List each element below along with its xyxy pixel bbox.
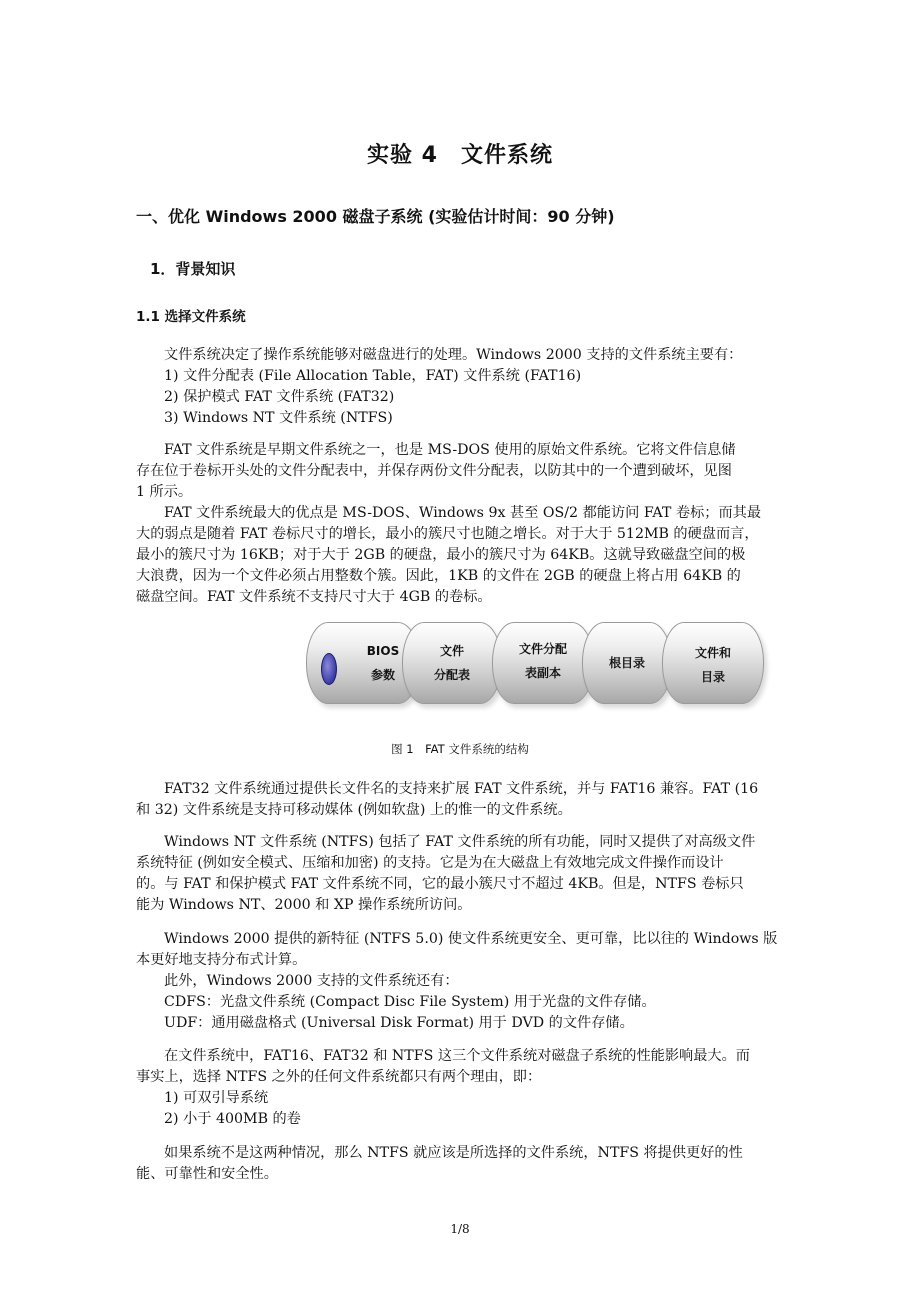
paragraph-line: 本更好地支持分布式计算。 — [136, 952, 307, 968]
segment-label: 表副本 — [524, 666, 561, 680]
subsection-heading: 1．背景知识 — [150, 260, 236, 278]
files-dirs-segment — [662, 622, 764, 704]
fat-copy-segment — [492, 622, 594, 704]
paragraph-line: CDFS：光盘文件系统 (Compact Disc File System) 用于光盘的文件存储。 — [164, 994, 656, 1010]
paragraph-line: 系统特征 (例如安全模式、压缩和加密) 的支持。它是为在大磁盘上有效地完成文件操作而设计 — [136, 855, 724, 871]
paragraph-line: 最小的簇尺寸为 16KB；对于大于 2GB 的硬盘，最小的簇尺寸为 64KB。这就导致磁盘空间的极 — [136, 547, 746, 563]
paragraph-line: 能为 Windows NT、2000 和 XP 操作系统所访问。 — [136, 897, 472, 913]
list-item: 1) 可双引导系统 — [164, 1090, 269, 1106]
figure-caption: 图 1 FAT 文件系统的结构 — [391, 742, 529, 756]
subsubsection-heading: 1.1 选择文件系统 — [136, 309, 246, 325]
paragraph-line: 如果系统不是这两种情况，那么 NTFS 就应该是所选择的文件系统，NTFS 将提供更好的性 — [164, 1145, 743, 1161]
segment-label: 分配表 — [433, 668, 470, 682]
paragraph-line: 的。与 FAT 和保护模式 FAT 文件系统不同，它的最小簇尺寸不超过 4KB。但是，NTFS 卷标只 — [136, 876, 744, 892]
paragraph-line: 大的弱点是随着 FAT 卷标尺寸的增长，最小的簇尺寸也随之增长。对于大于 512MB 的硬盘而言， — [136, 526, 759, 542]
segment-label: 参数 — [370, 668, 395, 682]
paragraph-line: 事实上，选择 NTFS 之外的任何文件系统都只有两个理由，即： — [136, 1069, 542, 1085]
page-title: 实验 4 文件系统 — [367, 143, 553, 168]
paragraph-line: 在文件系统中，FAT16、FAT32 和 NTFS 这三个文件系统对磁盘子系统的性能影响最大。而 — [164, 1048, 750, 1064]
paragraph-line: 和 32) 文件系统是支持可移动媒体 (例如软盘) 上的惟一的文件系统。 — [136, 802, 572, 818]
list-item: 2) 保护模式 FAT 文件系统 (FAT32) — [164, 389, 395, 405]
paragraph-line: UDF：通用磁盘格式 (Universal Disk Format) 用于 DVD 的文件存储。 — [164, 1015, 634, 1031]
section-heading: 一、优化 Windows 2000 磁盘子系统 (实验估计时间：90 分钟) — [136, 207, 615, 226]
paragraph-line: Windows NT 文件系统 (NTFS) 包括了 FAT 文件系统的所有功能，同时又提供了对高级文件 — [164, 834, 756, 850]
paragraph-line: 能、可靠性和安全性。 — [136, 1166, 278, 1182]
fat-segment — [402, 622, 502, 704]
segment-label: 文件分配 — [518, 642, 567, 656]
paragraph-line: 文件系统决定了操作系统能够对磁盘进行的处理。Windows 2000 支持的文件系统主要有： — [164, 347, 743, 363]
paragraph-line: 磁盘空间。FAT 文件系统不支持尺寸大于 4GB 的卷标。 — [136, 589, 492, 605]
paragraph-line: 此外，Windows 2000 支持的文件系统还有： — [164, 973, 459, 989]
fat-structure-diagram — [306, 620, 776, 710]
root-dir-segment — [582, 622, 672, 704]
list-item: 1) 文件分配表 (File Allocation Table，FAT) 文件系统 (FAT16) — [164, 368, 582, 384]
paragraph-line: FAT 文件系统是早期文件系统之一，也是 MS-DOS 使用的原始文件系统。它将文件信息储 — [164, 442, 736, 458]
paragraph-line: 大浪费，因为一个文件必须占用整数个簇。因此，1KB 的文件在 2GB 的硬盘上将占用 64KB 的 — [136, 568, 741, 584]
list-item: 3) Windows NT 文件系统 (NTFS) — [164, 410, 393, 426]
paragraph-line: 存在位于卷标开头处的文件分配表中，并保存两份文件分配表，以防其中的一个遭到破坏，见图 — [136, 463, 732, 479]
segment-label: 文件 — [439, 644, 464, 658]
segment-label: BIOS — [366, 644, 400, 658]
paragraph-line: FAT 文件系统最大的优点是 MS-DOS、Windows 9x 甚至 OS/2 都能访问 FAT 卷标；而其最 — [164, 505, 762, 521]
paragraph-line: 1 所示。 — [136, 484, 193, 500]
segment-label: 目录 — [700, 670, 725, 684]
segment-label: 根目录 — [608, 656, 645, 670]
list-item: 2) 小于 400MB 的卷 — [164, 1111, 301, 1127]
page-number: 1/8 — [450, 1222, 470, 1236]
segment-label: 文件和 — [694, 646, 731, 660]
paragraph-line: Windows 2000 提供的新特征 (NTFS 5.0) 使文件系统更安全、更可靠，比以往的 Windows 版 — [164, 931, 778, 947]
paragraph-line: FAT32 文件系统通过提供长文件名的支持来扩展 FAT 文件系统，并与 FAT16 兼容。FAT (16 — [164, 781, 759, 797]
